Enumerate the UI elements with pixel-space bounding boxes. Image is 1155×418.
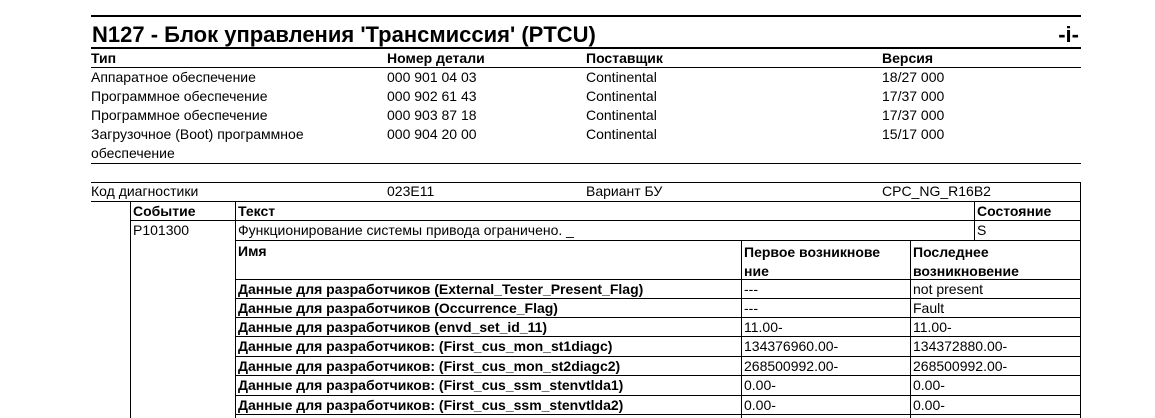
diag-code-value: 023E11 bbox=[387, 183, 435, 199]
version-row-version: 17/37 000 bbox=[882, 88, 945, 104]
version-header-divider bbox=[91, 67, 1081, 68]
detail-row-last: 0.00- bbox=[913, 377, 945, 393]
version-row-type: Программное обеспечение bbox=[91, 107, 268, 123]
info-marker[interactable]: -i- bbox=[1058, 22, 1079, 47]
detail-row-divider bbox=[235, 298, 1081, 299]
event-col-divider bbox=[235, 201, 236, 418]
version-table-bottom bbox=[91, 163, 1081, 164]
col-header-version: Версия bbox=[882, 50, 934, 66]
col-header-event: Событие bbox=[133, 203, 196, 219]
detail-col-divider-2 bbox=[910, 240, 911, 418]
detail-row-divider bbox=[235, 375, 1081, 376]
version-row-part: 000 901 04 03 bbox=[387, 69, 477, 85]
col-header-supplier: Поставщик bbox=[586, 50, 663, 66]
col-header-type: Тип bbox=[91, 50, 117, 66]
event-code: P101300 bbox=[133, 222, 190, 238]
detail-row-divider bbox=[235, 356, 1081, 357]
detail-row-first: --- bbox=[744, 281, 758, 297]
detail-row-last: 134372880.00- bbox=[913, 338, 1008, 354]
detail-row-divider bbox=[235, 336, 1081, 337]
detail-row-first: 11.00- bbox=[744, 319, 783, 335]
detail-row-divider bbox=[235, 317, 1081, 318]
detail-row-first: 268500992.00- bbox=[744, 358, 839, 374]
version-row-type: Загрузочное (Boot) программное обеспечение bbox=[91, 126, 304, 161]
version-row-version: 18/27 000 bbox=[882, 69, 945, 85]
event-header-divider bbox=[130, 220, 1081, 221]
version-row-supplier: Continental bbox=[586, 107, 657, 123]
detail-row-last: not present bbox=[913, 281, 984, 297]
detail-row-first: --- bbox=[744, 300, 758, 316]
title-underline bbox=[91, 47, 1081, 49]
version-row-type: Аппаратное обеспечение bbox=[91, 69, 256, 85]
detail-header-divider bbox=[235, 279, 1081, 280]
detail-row-name: Данные для разработчиков (envd_set_id_11) bbox=[238, 319, 548, 335]
event-text: Функционирование системы привода ограничено. _ bbox=[238, 222, 574, 238]
event-table-left bbox=[130, 201, 131, 418]
detail-row-last: 268500992.00- bbox=[913, 358, 1008, 374]
version-row-part: 000 902 61 43 bbox=[387, 88, 477, 104]
col-header-name: Имя bbox=[238, 243, 267, 259]
version-row-part: 000 904 20 00 bbox=[387, 126, 477, 142]
top-border bbox=[91, 15, 1081, 17]
detail-row-first: 134376960.00- bbox=[744, 338, 839, 354]
detail-row-name: Данные для разработчиков (External_Tester_Present_Flag) bbox=[238, 281, 644, 297]
version-row-version: 15/17 000 bbox=[882, 126, 945, 142]
detail-row-name: Данные для разработчиков: (First_cus_ssm_stenvtlda1) bbox=[238, 377, 624, 393]
version-row-supplier: Continental bbox=[586, 69, 657, 85]
version-row-version: 17/37 000 bbox=[882, 107, 945, 123]
detail-row-first: 0.00- bbox=[744, 377, 776, 393]
version-row-supplier: Continental bbox=[586, 126, 657, 142]
event-row-bottom bbox=[235, 240, 1081, 241]
detail-col-divider-1 bbox=[741, 240, 742, 418]
col-header-part-number: Номер детали bbox=[387, 50, 485, 66]
detail-row-last: Fault bbox=[913, 300, 945, 316]
col-header-last-occurrence: Последнее возникновение bbox=[913, 244, 1019, 279]
page-title: N127 - Блок управления 'Трансмиссия' (PTCU) bbox=[92, 22, 596, 47]
diag-row-right-edge bbox=[1080, 182, 1081, 202]
version-row-supplier: Continental bbox=[586, 88, 657, 104]
col-header-status: Состояние bbox=[977, 203, 1052, 219]
detail-row-divider bbox=[235, 414, 1081, 415]
version-row-part: 000 903 87 18 bbox=[387, 107, 477, 123]
ecu-variant-label: Вариант БУ bbox=[586, 183, 663, 199]
diag-row-bottom bbox=[91, 201, 1081, 202]
col-header-first-occurrence: Первое возникнове ние bbox=[744, 244, 881, 279]
detail-row-divider bbox=[235, 395, 1081, 396]
detail-row-first: 0.00- bbox=[744, 397, 776, 413]
version-row-type: Программное обеспечение bbox=[91, 88, 268, 104]
detail-row-name: Данные для разработчиков (Occurrence_Flag) bbox=[238, 300, 558, 316]
event-table-right bbox=[1080, 201, 1081, 418]
detail-row-last: 11.00- bbox=[913, 319, 952, 335]
detail-row-last: 0.00- bbox=[913, 397, 945, 413]
detail-row-name: Данные для разработчиков: (First_cus_mon_st2diagc2) bbox=[238, 358, 621, 374]
detail-row-name: Данные для разработчиков: (First_cus_mon_st1diagc) bbox=[238, 338, 613, 354]
detail-row-name: Данные для разработчиков: (First_cus_ssm_stenvtlda2) bbox=[238, 397, 624, 413]
col-header-text: Текст bbox=[238, 203, 276, 219]
ecu-variant-value: CPC_NG_R16B2 bbox=[882, 183, 991, 199]
event-status: S bbox=[977, 222, 987, 238]
diag-code-label: Код диагностики bbox=[91, 183, 199, 199]
